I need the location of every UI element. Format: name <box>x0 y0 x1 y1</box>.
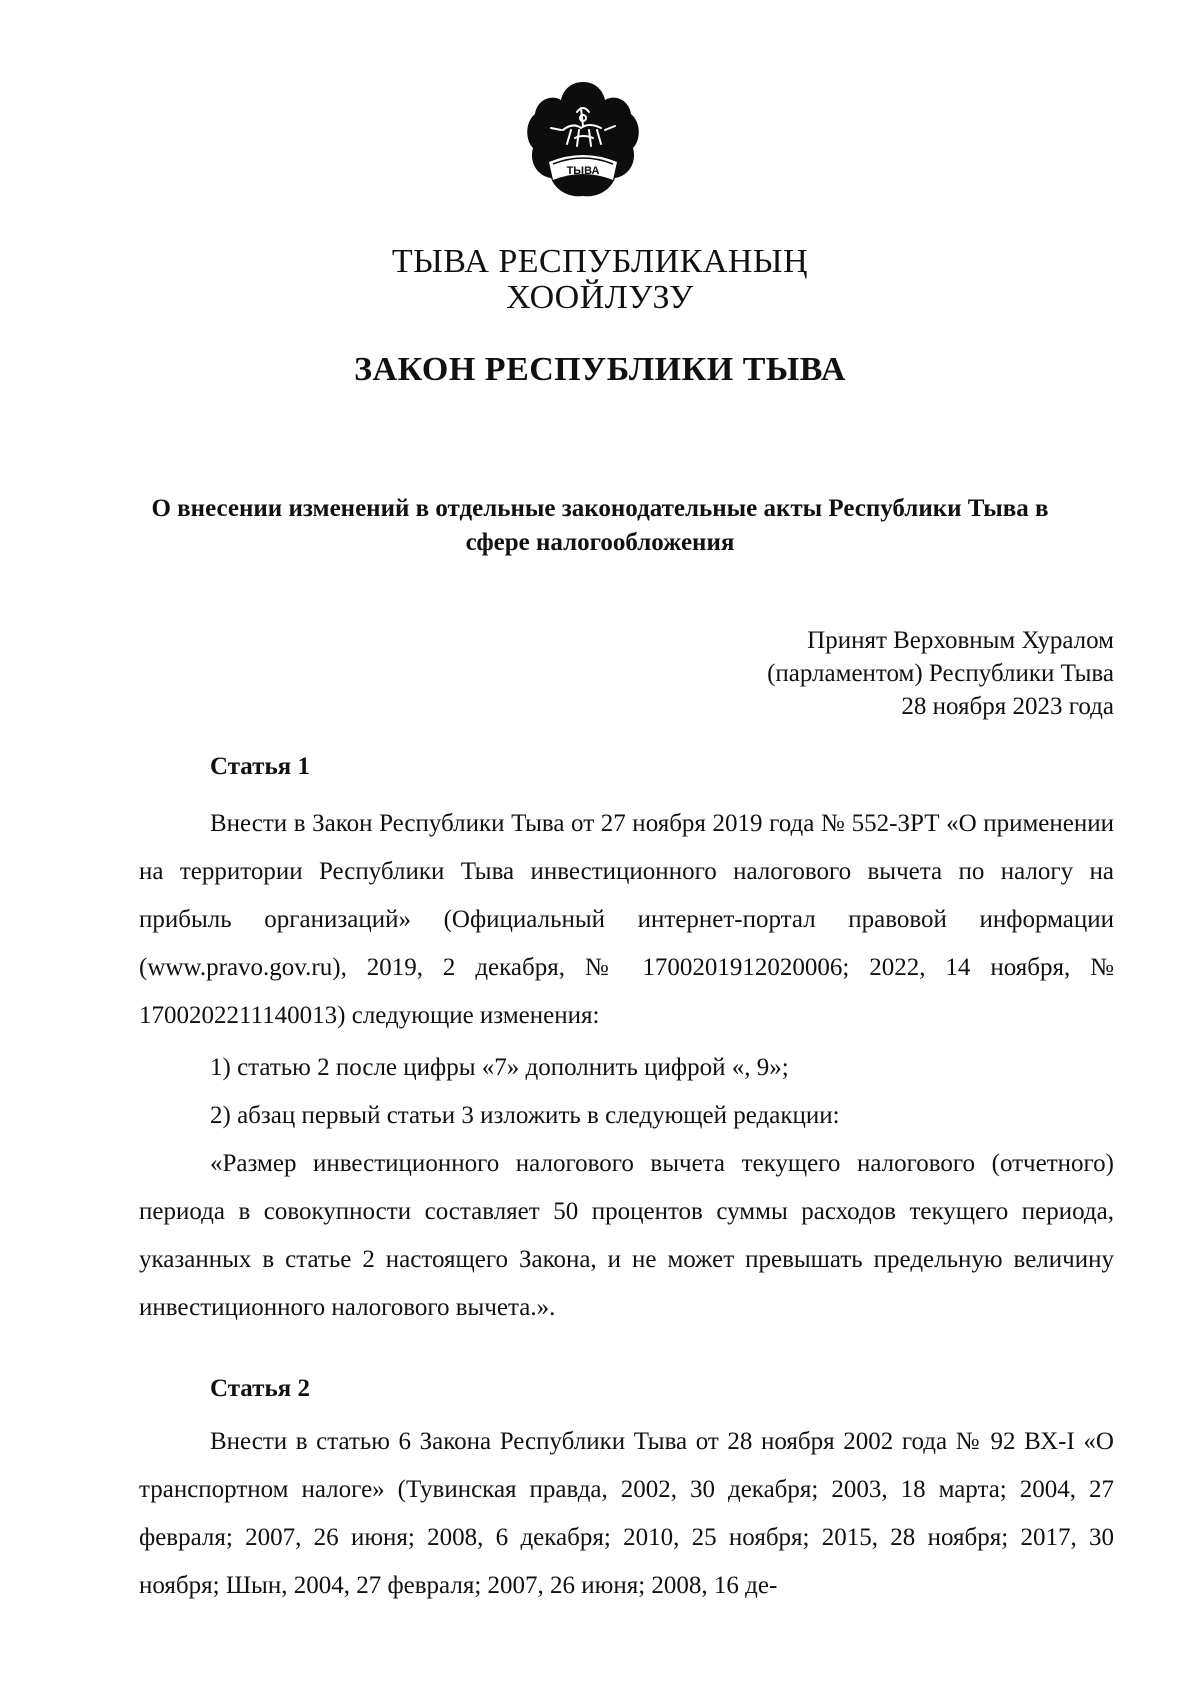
header-line-tuvan-law: ХООЙЛУЗУ <box>506 279 694 316</box>
article-1-item-2: 2) абзац первый статьи 3 изложить в следующей редакции: <box>210 1102 840 1129</box>
law-title: ЗАКОН РЕСПУБЛИКИ ТЫВА <box>354 351 846 388</box>
law-subject: О внесении изменений в отдельные законодательные акты Республики Тыва в сфере налогообложения <box>151 495 1049 556</box>
header-line-tuvan: ТЫВА РЕСПУБЛИКАНЫҢ <box>391 243 809 280</box>
article-2-heading: Статья 2 <box>210 1375 310 1402</box>
emblem-label: ТЫВА <box>566 165 600 177</box>
adoption-block <box>767 624 1114 723</box>
adoption-line: Принят Верховным Хуралом <box>807 627 1114 654</box>
article-1-intro: Внести в Закон Республики Тыва от 27 ноября 2019 года № 552-ЗРТ «О применении на территории Республики Тыва инвестиционного налогового вычета по налогу на прибыль организаций» (Официальный интернет-портал правовой информации (www.pravo.gov.ru), 2019, 2 декабря, № 1700201912020006; 2022, 14 ноября, № 1700202211140013) следующие изменения: <box>139 810 1114 1029</box>
article-1-quote: «Размер инвестиционного налогового вычета текущего налогового (отчетного) периода в совокупности составляет 50 процентов суммы расходов текущего периода, указанных в статье 2 настоящего Закона, и не может превышать предельную величину инвестиционного налогового вычета.». <box>139 1150 1114 1321</box>
adoption-date: 28 ноября 2023 года <box>901 693 1114 720</box>
tuva-emblem-icon <box>523 78 643 200</box>
article-1-heading: Статья 1 <box>210 753 310 780</box>
article-2-intro: Внести в статью 6 Закона Республики Тыва от 28 ноября 2002 года № 92 ВХ-I «О транспортном налоге» (Тувинская правда, 2002, 30 декабря; 2003, 18 марта; 2004, 27 февраля; 2007, 26 июня; 2008, 6 декабря; 2010, 25 ноября; 2015, 28 ноября; 2017, 30 ноября; Шын, 2004, 27 февраля; 2007, 26 июня; 2008, 16 де- <box>139 1428 1114 1599</box>
article-1-item-1: 1) статью 2 после цифры «7» дополнить цифрой «, 9»; <box>210 1054 789 1081</box>
adoption-line: (парламентом) Республики Тыва <box>767 660 1114 687</box>
